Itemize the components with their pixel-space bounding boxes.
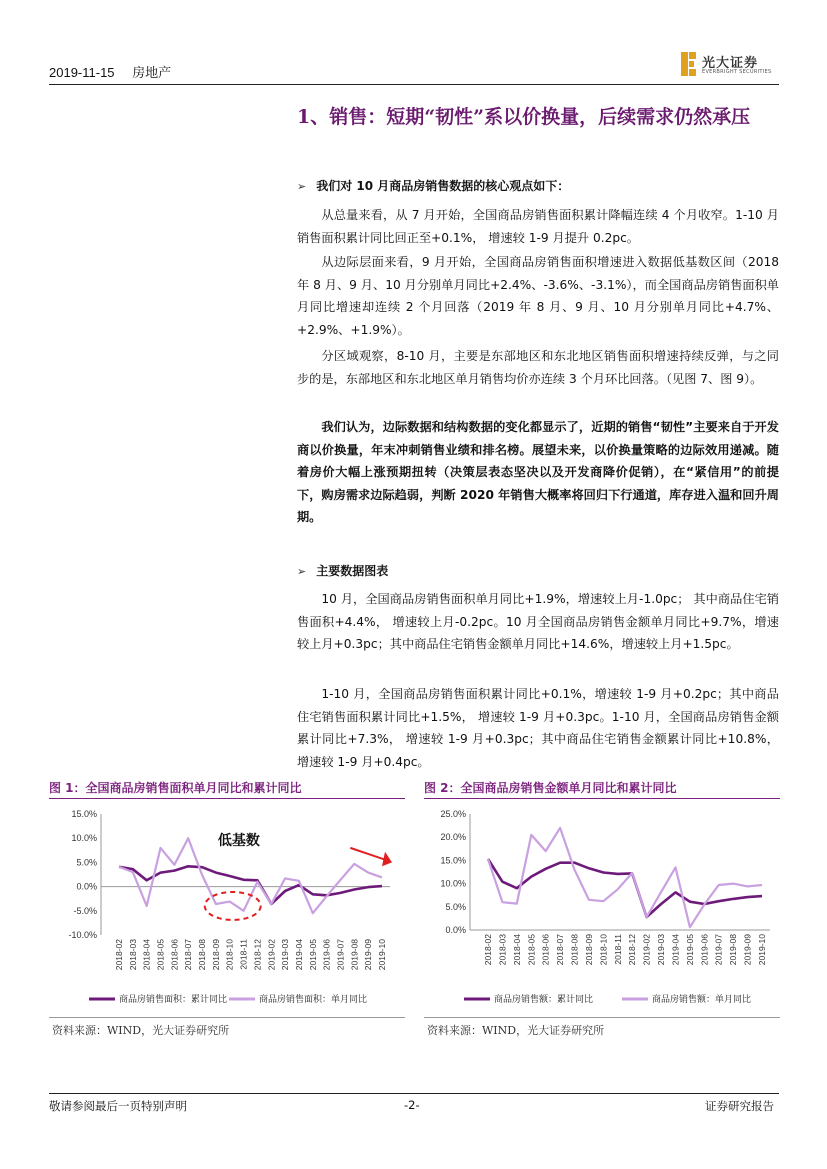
x-tick-label: 2019-10 [757, 934, 767, 966]
figure1-title: 图 1：全国商品房销售面积单月同比和累计同比 [49, 781, 302, 795]
figure2-source: 资料来源：WIND，光大证券研究所 [427, 1024, 605, 1037]
x-tick-label: 2019-03 [656, 934, 667, 966]
x-tick-label: 2018-12 [252, 939, 263, 971]
figure1-title-rule [49, 798, 405, 799]
paragraph-conclusion: 我们认为，边际数据和结构数据的变化都显示了，近期的销售“韧性”主要来自于开发商以价换量，年末冲刺销售业绩和排名榜。展望未来，以价换量策略的边际效用递减。随着房价大幅上涨预期扭转（决策层表态坚决以及开发商降价促销），在“紧信用”的前提下，购房需求边际趋弱，判断 2020 年销售大概率将回归下行通道，库存进入温和回升周期。 [297, 420, 779, 524]
bullet-core-views-text: 我们对 10 月商品房销售数据的核心观点如下： [316, 179, 570, 193]
figure1-source: 资料来源：WIND，光大证券研究所 [52, 1024, 230, 1037]
logo-english: EVERBRIGHT SECURITIES [702, 69, 772, 75]
legend-label: 商品房销售额：累计同比 [494, 994, 594, 1004]
series-line-cumulative [488, 859, 762, 917]
y-tick-label: 0.0% [76, 881, 97, 892]
x-tick-label: 2018-09 [583, 934, 594, 966]
x-tick-label: 2018-04 [511, 934, 522, 966]
x-tick-label: 2018-10 [598, 934, 609, 966]
x-tick-label: 2018-12 [627, 934, 638, 966]
y-tick-label: 15.0% [71, 809, 97, 819]
y-tick-label: 5.0% [445, 901, 466, 912]
y-tick-label: 25.0% [440, 809, 466, 819]
x-tick-label: 2018-06 [169, 939, 180, 971]
y-tick-label: -5.0% [73, 905, 97, 916]
figure2-title: 图 2：全国商品房销售金额单月同比和累计同比 [424, 781, 677, 795]
x-tick-label: 2019-06 [321, 939, 332, 971]
x-tick-label: 2018-03 [497, 934, 508, 966]
y-tick-label: -10.0% [68, 930, 97, 940]
x-tick-label: 2019-07 [713, 934, 724, 966]
chart-annotation: 低基数 [217, 831, 260, 848]
logo-icon [680, 51, 698, 77]
x-tick-label: 2019-06 [699, 934, 710, 966]
legend-label: 商品房销售额：单月同比 [652, 994, 752, 1004]
footer-divider [49, 1093, 779, 1094]
x-tick-label: 2018-07 [183, 939, 194, 971]
low-base-highlight-circle [205, 892, 261, 920]
x-tick-label: 2018-02 [483, 934, 493, 966]
paragraph-marginal: 从边际层面来看，9 月开始，全国商品房销售面积增速进入数据低基数区间（2018 年 8 月、9 月、10 月分别单月同比+2.4%、-3.6%、-3.1%），而全国商品房销售面积单月同比增速却连续 2 个月回落（2019 年 8 月、9 月、10 月分别单月同比+4.7%、+2.9%、+1.9%）。 [297, 255, 779, 337]
figure2-chart [424, 802, 780, 1014]
y-tick-label: 0.0% [445, 925, 466, 935]
section-title: 1、销售：短期“韧性”系以价换量，后续需求仍然承压 [297, 106, 751, 128]
x-tick-label: 2019-02 [641, 934, 652, 966]
x-tick-label: 2018-11 [612, 934, 623, 965]
x-tick-label: 2019-04 [670, 934, 681, 966]
x-tick-label: 2019-05 [307, 939, 318, 971]
x-tick-label: 2018-04 [141, 939, 152, 971]
paragraph-regional: 分区域观察，8-10 月，主要是东部地区和东北地区销售面积增速持续反弹，与之同步的是，东部地区和东北地区单月销售均价亦连续 3 个月环比回落。（见图 7、图 9）。 [297, 349, 779, 386]
trend-arrow-line [350, 848, 386, 860]
y-tick-label: 15.0% [440, 855, 466, 866]
x-tick-label: 2019-09 [742, 934, 753, 966]
paragraph-october: 10 月，全国商品房销售面积单月同比+1.9%，增速较上月-1.0pc； 其中商品住宅销售面积+4.4%， 增速较上月-0.2pc。10 月全国商品房销售金额单月同比+9.7%，增速较上月+0.3pc；其中商品住宅销售金额单月同比+14.6%，增速较上月+1.5pc。 [297, 592, 779, 651]
x-tick-label: 2019-03 [280, 939, 291, 971]
bullet-core-views [297, 177, 569, 194]
figure1-bottom-rule [49, 1017, 405, 1018]
y-tick-label: 20.0% [440, 832, 466, 843]
series-line-monthly [119, 838, 382, 913]
bullet-main-charts-text: 主要数据图表 [316, 564, 389, 578]
bullet-arrow-icon: ➢ [297, 180, 307, 193]
x-tick-label: 2018-05 [155, 939, 166, 971]
x-tick-label: 2018-10 [224, 939, 235, 971]
x-tick-label: 2018-08 [569, 934, 580, 966]
x-tick-label: 2018-02 [114, 939, 124, 971]
legend-label: 商品房销售面积：单月同比 [259, 994, 368, 1004]
x-tick-label: 2019-08 [349, 939, 360, 971]
footer-disclaimer: 敬请参阅最后一页特别声明 [49, 1099, 187, 1113]
paragraph-ytd: 1-10 月，全国商品房销售面积累计同比+0.1%，增速较 1-9 月+0.2pc；其中商品住宅销售面积累计同比+1.5%， 增速较 1-9 月+0.3pc。1-10 月，全国商品房销售金额累计同比+7.3%， 增速较 1-9 月+0.3pc；其中商品住宅销售金额累计同比+10.8%，增速较 1-9 月+0.4pc。 [297, 687, 779, 769]
bullet-main-charts [297, 562, 388, 579]
header-divider [49, 84, 779, 85]
x-tick-label: 2019-02 [266, 939, 277, 971]
bullet-arrow-icon: ➢ [297, 565, 307, 578]
logo-name: 光大证券 [702, 56, 759, 71]
paragraph-total: 从总量来看，从 7 月开始，全国商品房销售面积累计降幅连续 4 个月收窄。1-10 月销售面积累计同比回正至+0.1%， 增速较 1-9 月提升 0.2pc。 [297, 208, 779, 245]
x-tick-label: 2018-06 [540, 934, 551, 966]
x-tick-label: 2019-09 [363, 939, 374, 971]
x-tick-label: 2018-03 [127, 939, 138, 971]
figure2-bottom-rule [424, 1017, 780, 1018]
footer-page-number: -2- [404, 1098, 420, 1112]
x-tick-label: 2018-11 [238, 939, 249, 970]
x-tick-label: 2018-08 [197, 939, 208, 971]
x-tick-label: 2019-05 [684, 934, 695, 966]
y-tick-label: 5.0% [76, 857, 97, 868]
report-date: 2019-11-15 [49, 65, 115, 80]
x-tick-label: 2019-08 [728, 934, 739, 966]
x-tick-label: 2018-07 [555, 934, 566, 966]
report-header [49, 62, 171, 81]
x-tick-label: 2018-05 [526, 934, 537, 966]
y-tick-label: 10.0% [71, 833, 97, 844]
report-category: 房地产 [132, 65, 172, 80]
x-tick-label: 2019-07 [335, 939, 346, 971]
legend-label: 商品房销售面积：累计同比 [119, 994, 228, 1004]
logo [680, 50, 780, 80]
figure1-chart [49, 802, 405, 1014]
x-tick-label: 2019-10 [377, 939, 387, 971]
y-tick-label: 10.0% [440, 878, 466, 889]
footer-report-type: 证券研究报告 [705, 1099, 774, 1113]
x-tick-label: 2018-09 [210, 939, 221, 971]
figure2-title-rule [424, 798, 780, 799]
x-tick-label: 2019-04 [293, 939, 304, 971]
